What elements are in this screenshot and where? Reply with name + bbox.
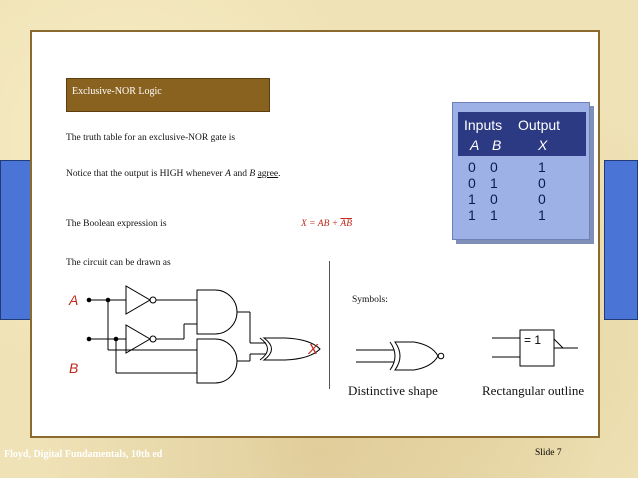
slide-number: Slide 7 <box>535 448 562 458</box>
xnor-circuit-diagram <box>62 280 332 384</box>
xnor-rectangular-symbol <box>486 324 586 372</box>
copyright-footer: Floyd, Digital Fundamentals, 10th ed <box>4 449 163 460</box>
notice-mid: and <box>230 169 250 179</box>
notice-pre: Notice that the output is HIGH whenever <box>66 169 226 179</box>
cell-x: 1 <box>538 159 546 175</box>
cell-b: 1 <box>490 207 498 223</box>
vertical-divider <box>329 261 330 389</box>
header-output: Output <box>518 117 561 133</box>
notice-text <box>66 169 281 179</box>
table-row <box>468 207 578 222</box>
header-inputs: Inputs <box>464 117 503 133</box>
cell-x: 0 <box>538 191 546 207</box>
slide-title: Exclusive-NOR Logic <box>66 78 270 112</box>
truth-table <box>452 102 590 240</box>
header-col-b: B <box>492 137 502 153</box>
right-decor-bar <box>604 160 638 320</box>
circuit-input-a: A <box>69 292 79 308</box>
left-decor-bar <box>0 160 34 320</box>
cell-x: 1 <box>538 207 546 223</box>
symbols-label: Symbols: <box>352 295 388 305</box>
cell-a: 1 <box>468 191 476 207</box>
table-row <box>468 175 578 190</box>
bool-a-bar: $\overline{A}$ <box>340 219 347 229</box>
cell-a: 0 <box>468 175 476 191</box>
xnor-distinctive-symbol <box>350 336 446 376</box>
rect-gate-label: = 1 <box>524 333 542 347</box>
caption-rectangular-outline: Rectangular outline <box>482 383 585 398</box>
notice-agree: agree <box>257 169 279 179</box>
truth-table-header <box>458 112 586 156</box>
table-row <box>468 159 578 174</box>
cell-a: 0 <box>468 159 476 175</box>
notice-var-a: A <box>225 169 231 179</box>
table-row <box>468 191 578 206</box>
cell-b: 0 <box>490 159 498 175</box>
bool-b-bar: $\overline{B}$ <box>346 219 353 229</box>
header-col-a: A <box>470 137 480 153</box>
truth-table-intro: The truth table for an exclusive-NOR gate is <box>66 133 236 143</box>
cell-a: 1 <box>468 207 476 223</box>
circuit-output-x: X <box>308 341 319 358</box>
boolean-intro: The Boolean expression is <box>66 219 167 229</box>
bool-main: X = AB + <box>301 219 341 229</box>
circuit-intro: The circuit can be drawn as <box>66 258 171 268</box>
cell-b: 1 <box>490 175 498 191</box>
circuit-input-b: B <box>69 360 79 376</box>
cell-b: 0 <box>490 191 498 207</box>
header-col-x: X <box>538 137 548 153</box>
notice-var-b: B <box>249 169 256 179</box>
notice-end: . <box>278 169 281 179</box>
cell-x: 0 <box>538 175 546 191</box>
boolean-expression <box>301 219 352 229</box>
caption-distinctive-shape: Distinctive shape <box>348 383 438 398</box>
